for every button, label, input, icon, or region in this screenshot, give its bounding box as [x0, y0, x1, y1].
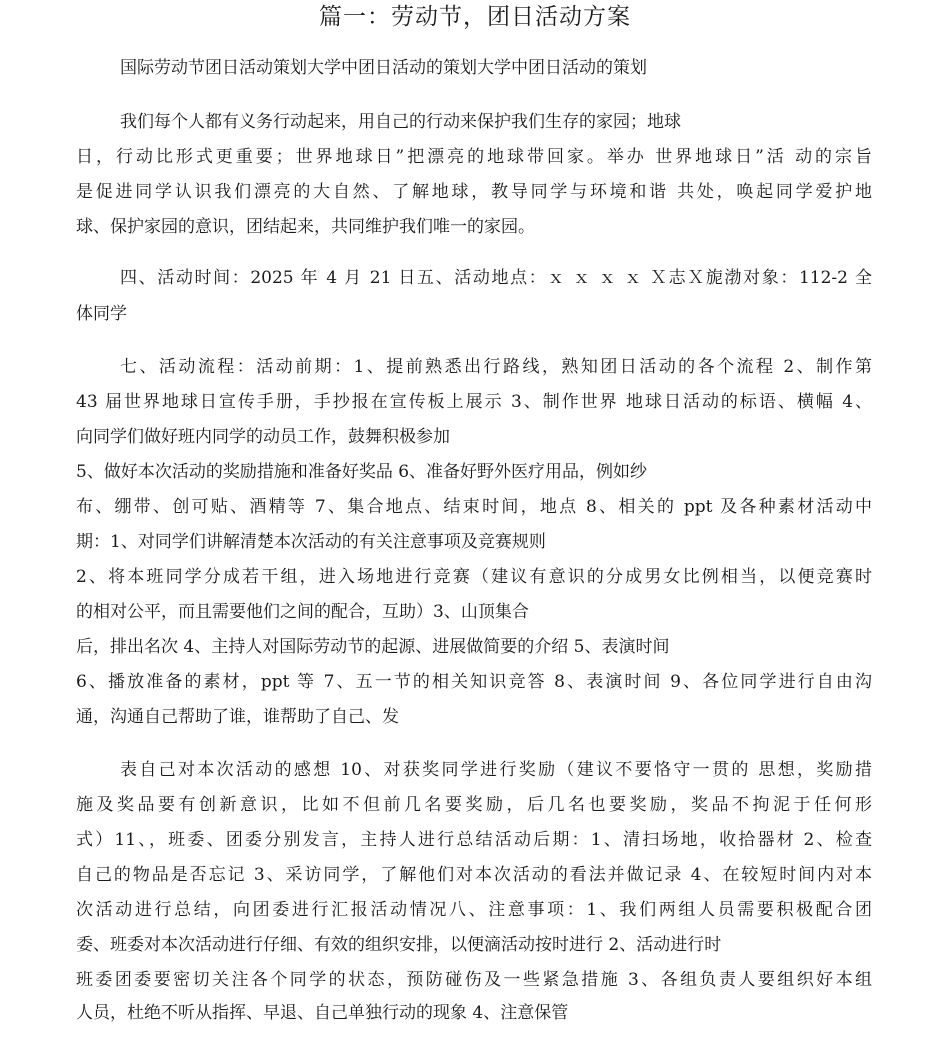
paragraph-line: 通，沟通自己帮助了谁，谁帮助了自己、发 — [76, 707, 399, 727]
paragraph-line: 人员，杜绝不听从指挥、早退、自己单独行动的现象 4、注意保管 — [76, 1003, 569, 1023]
paragraph-line: 向同学们做好班内同学的动员工作，鼓舞积极参加 — [76, 427, 450, 447]
paragraph-line: 6、播放准备的素材，ppt 等 7、五一节的相关知识竞答 8、表演时间 9、各位同学进行自由沟 — [76, 672, 872, 692]
paragraph-line: 后，排出名次 4、主持人对国际劳动节的起源、进展做简要的介绍 5、表演时间 — [76, 637, 670, 657]
paragraph-line: 5、做好本次活动的奖励措施和准备好奖品 6、准备好野外医疗用品，例如纱 — [76, 462, 648, 482]
paragraph-line: 七、活动流程：活动前期：1、提前熟悉出行路线，熟知团日活动的各个流程 2、制作第 — [120, 357, 872, 377]
paragraph-line: 日，行动比形式更重要；世界地球日”把漂亮的地球带回家。举办 世界地球日”活 动的宗旨 — [76, 147, 872, 167]
paragraph-line: 式）11、，班委、团委分别发言，主持人进行总结活动后期：1、清扫场地，收拾器材 2、检查 — [76, 830, 872, 850]
paragraph-line: 球、保护家园的意识，团结起来，共同维护我们唯一的家园。 — [76, 217, 535, 237]
paragraph-line: 是促进同学认识我们漂亮的大自然、了解地球，教导同学与环境和谐 共处，唤起同学爱护地 — [76, 182, 872, 202]
paragraph-line: 期：1、对同学们讲解清楚本次活动的有关注意事项及竞赛规则 — [76, 532, 546, 552]
paragraph-line: 自己的物品是否忘记 3、采访同学，了解他们对本次活动的看法并做记录 4、在较短时间内对本 — [76, 865, 872, 885]
subtitle-line: 国际劳动节团日活动策划大学中团日活动的策划大学中团日活动的策划 — [120, 58, 647, 78]
paragraph-line: 体同学 — [76, 304, 127, 324]
paragraph-line: 班委团委要密切关注各个同学的状态，预防碰伤及一些紧急措施 3、各组负责人要组织好本组 — [76, 970, 872, 990]
paragraph-line: 布、绷带、创可贴、酒精等 7、集合地点、结束时间，地点 8、相关的 ppt 及各种素材活动中 — [76, 497, 872, 517]
paragraph-line: 我们每个人都有义务行动起来，用自己的行动来保护我们生存的家园；地球 — [120, 112, 681, 132]
paragraph-line: 次活动进行总结，向团委进行汇报活动情况八、注意事项：1、我们两组人员需要积极配合团 — [76, 900, 872, 920]
paragraph-line: 的相对公平，而且需要他们之间的配合，互助）3、山顶集合 — [76, 602, 529, 622]
document-title: 篇一：劳动节，团日活动方案 — [319, 4, 631, 30]
paragraph-line: 表自己对本次活动的感想 10、对获奖同学进行奖励（建议不要恪守一贯的 思想，奖励措 — [120, 760, 872, 780]
paragraph-line: 施及奖品要有创新意识，比如不但前几名要奖励，后几名也要奖励，奖品不拘泥于任何形 — [76, 795, 872, 815]
paragraph-line: 43 届世界地球日宣传手册，手抄报在宣传板上展示 3、制作世界 地球日活动的标语、横幅 4、 — [76, 392, 872, 412]
paragraph-line: 2、将本班同学分成若干组，进入场地进行竞赛（建议有意识的分成男女比例相当，以便竞赛时 — [76, 567, 872, 587]
paragraph-line: 委、班委对本次活动进行仔细、有效的组织安排，以便滴活动按时进行 2、活动进行时 — [76, 935, 722, 955]
paragraph-line: 四、活动时间：2025 年 4 月 21 日五、活动地点：ｘ ｘ ｘ ｘ Ｘ志Ｘ旎渤对象：112-2 全 — [120, 268, 872, 288]
